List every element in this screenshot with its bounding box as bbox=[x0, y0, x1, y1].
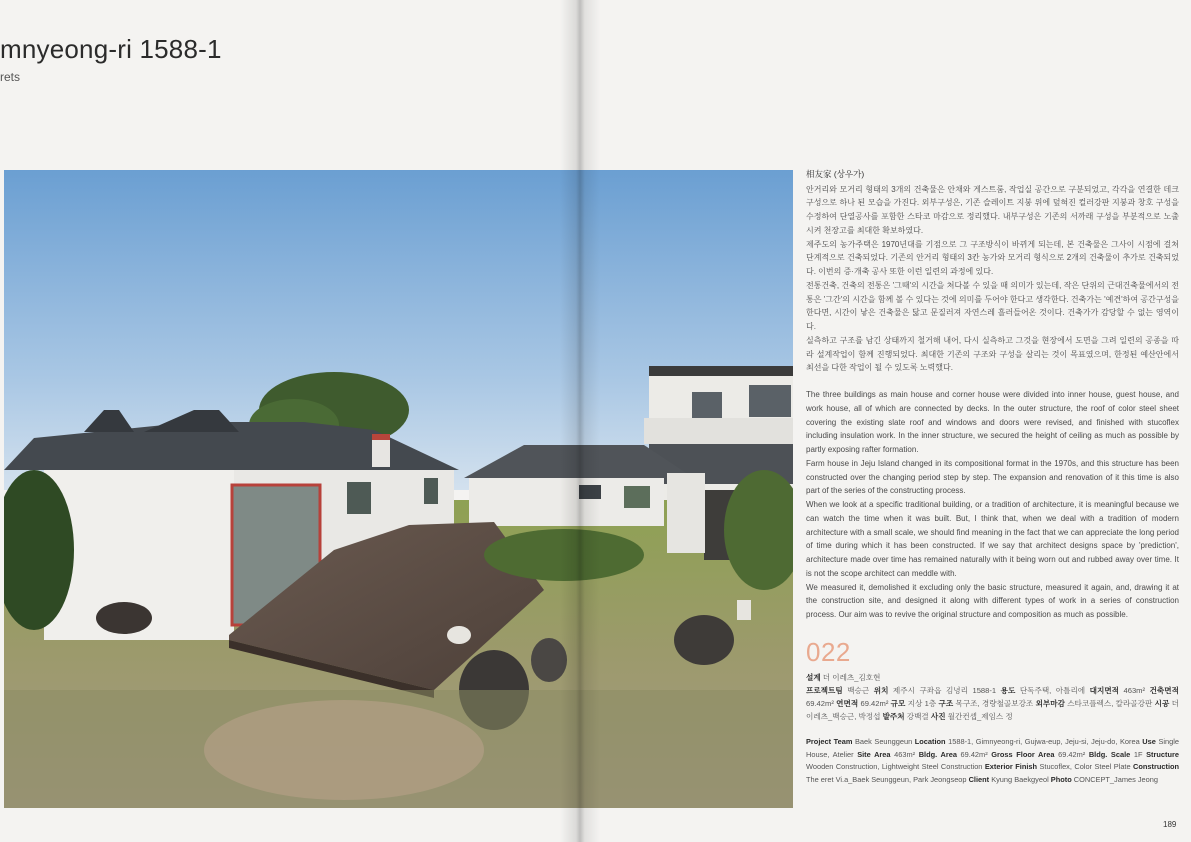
english-paragraph: We measured it, demolished it excluding only the basic structure, measured it again, and, drawing it at the construction site, and designed it along with different types of work in a series of construction process. Our aim was to revive the original structure and composition as much as possible. bbox=[806, 582, 1179, 620]
credit-label: 위치 bbox=[873, 686, 889, 696]
credit-label: Client bbox=[968, 774, 990, 784]
korean-paragraph: 제주도의 농가주택은 1970년대를 기점으로 그 구조방식이 바뀌게 되는데, 본 건축물은 그사이 시점에 걸쳐 단계적으로 건축되었다. 기존의 안거리 형태의 3칸 농가와 모거리 형식으로 2개의 건축물이 추가로 건축되었다. 이번의 증·개축 공사 또한 이런 일련의 과정에 있다. bbox=[806, 239, 1179, 277]
credit-label: 구조 bbox=[938, 699, 954, 709]
page-subtitle: rets bbox=[0, 70, 21, 84]
credit-label: Site Area bbox=[857, 749, 891, 759]
credits-korean bbox=[806, 672, 1179, 724]
credit-value: 월간컨셉_제임스 정 bbox=[947, 712, 1013, 722]
credit-value: 69.42m² bbox=[860, 699, 889, 709]
credit-value: 백승근 bbox=[847, 686, 870, 696]
credit-value: Kyung Baekgyeol bbox=[991, 774, 1049, 784]
credit-value: 더 이레츠_백승근, 박정섭 bbox=[806, 699, 1179, 722]
background-building-roof bbox=[649, 366, 793, 376]
credit-label: Bldg. Scale bbox=[1088, 749, 1131, 759]
window bbox=[424, 478, 438, 504]
korean-paragraph: 전통건축, 건축의 전통은 '그때'의 시간을 쳐다볼 수 있을 때 의미가 있는데, 작은 단위의 근대건축물에서의 전통은 '그간'의 시간을 함께 볼 수 있다는 것에 의미를 두어야 한다고 생각한다. 건축가는 '예견'하여 공간구성을 한다면, 시간이 낳은 건축물은 닳고 문질러져 자연스레 흘러들어온 것이다. 건축가가 감당할 수 없는 영역이다. bbox=[806, 280, 1179, 332]
credit-label: 설계 bbox=[806, 673, 821, 683]
flower-pot bbox=[447, 626, 471, 644]
credit-value: 강백결 bbox=[906, 712, 929, 722]
english-text-block bbox=[806, 388, 1179, 622]
middle-house-window bbox=[579, 485, 601, 499]
credit-value: Baek Seunggeun bbox=[854, 737, 913, 747]
flower-pot bbox=[737, 600, 751, 620]
page-number: 189 bbox=[1163, 820, 1177, 829]
credit-value: 69.42m² bbox=[806, 699, 834, 709]
credit-value: Stucoflex, Color Steel Plate bbox=[1039, 762, 1131, 772]
credit-value: 스타코플렉스, 칼라골강판 bbox=[1067, 699, 1153, 709]
garden-shrub bbox=[484, 529, 644, 581]
credit-value: Wooden Construction, Lightweight Steel Construction bbox=[806, 762, 983, 772]
credit-label: 프로젝트팀 bbox=[806, 686, 843, 696]
credit-label: Project Team bbox=[806, 737, 853, 747]
project-number: 022 bbox=[806, 636, 851, 667]
korean-paragraph: 안거리와 모거리 형태의 3개의 건축물은 안채와 게스트룸, 작업실 공간으로 구분되었고, 각각을 연결한 데크 구성으로 하나 된 모습을 가진다. 외부구성은, 기존 슬레이트 지붕 위에 덮혀진 컬러강판 지붕과 창호 구성을 수정하여 단열공사를 포함한 스타코 마감으로 정리했다. 내부구성은 기존의 서까래 구성을 부분적으로 노출시켜 천장고를 최대한 확보하였다. bbox=[806, 184, 1179, 235]
credit-label: 발주처 bbox=[882, 712, 905, 722]
background-building-window bbox=[692, 392, 722, 418]
credit-value: 463m² bbox=[1123, 686, 1146, 696]
english-paragraph: When we look at a specific traditional building, or a tradition of architecture, it is meaningful because we can watch the time when it was built. But, I think that, when we deal with a tradition of modern architecture with a small scale, we should find meaning in the fact that we can appreciate the long period of time during which it has been constructed. If we say that architect designs space by 'prediction', architecture made over time has remained naturally with it being worn out and rubbed away over time. It is not the scope architect can meddle with. bbox=[806, 500, 1179, 578]
credit-value: Single House, Atelier bbox=[806, 737, 1179, 759]
credit-value: 1F bbox=[1133, 749, 1143, 759]
dirt-path bbox=[204, 700, 484, 800]
basalt-rock bbox=[531, 638, 567, 682]
credit-label: Structure bbox=[1146, 749, 1179, 759]
middle-house-window bbox=[624, 486, 650, 508]
credit-label: 대지면적 bbox=[1089, 686, 1119, 696]
credit-label: Use bbox=[1142, 737, 1156, 747]
english-paragraph: The three buildings as main house and corner house were divided into inner house, guest house, and work house, all of which are connected by decks. In the outer structure, the roof of color steel sheet covering the existing slate roof and windows and doors were revised, and finished with stucoflex including insulation work. In the inner structure, we secured the height of ceiling as much as possible by partly exposing rafter formation. bbox=[806, 390, 1179, 455]
credit-label: Location bbox=[914, 737, 946, 747]
basalt-rock bbox=[674, 615, 734, 665]
gate-pillar bbox=[667, 473, 705, 553]
credit-value: 목구조, 경량철골보강조 bbox=[955, 699, 1034, 709]
credit-label: 건축면적 bbox=[1149, 686, 1179, 696]
credit-label: Photo bbox=[1050, 774, 1072, 784]
credit-value: 지상 1층 bbox=[907, 699, 937, 709]
credit-value: CONCEPT_James Jeong bbox=[1073, 774, 1158, 784]
credit-label: 사진 bbox=[930, 712, 946, 722]
credit-value: 1588-1, Gimnyeong-ri, Gujwa-eup, Jeju-si, Jeju-do, Korea bbox=[948, 737, 1140, 747]
credit-value: 더 이레츠_김호현 bbox=[822, 673, 881, 683]
credit-label: Bldg. Area bbox=[918, 749, 957, 759]
background-building-balcony bbox=[644, 418, 793, 444]
page-title: mnyeong-ri 1588-1 bbox=[0, 34, 222, 64]
window bbox=[347, 482, 371, 514]
house-photograph bbox=[4, 170, 793, 808]
credit-value: 69.42m² bbox=[960, 749, 988, 759]
article-text-column bbox=[806, 167, 1179, 786]
main-house-chimney-cap bbox=[372, 434, 390, 440]
credit-value: The eret Vi.a_Baek Seunggeun, Park Jeongseop bbox=[806, 774, 967, 784]
credit-label: 용도 bbox=[1000, 686, 1016, 696]
basalt-rock bbox=[96, 602, 152, 634]
credit-label: 시공 bbox=[1154, 699, 1170, 709]
credit-value: 69.42m² bbox=[1058, 749, 1086, 759]
credits-english bbox=[806, 736, 1179, 786]
credit-label: Construction bbox=[1133, 762, 1180, 772]
credit-label: Exterior Finish bbox=[984, 762, 1038, 772]
credit-label: 연면적 bbox=[836, 699, 859, 709]
credit-label: 외부마감 bbox=[1035, 699, 1065, 709]
credit-value: 제주시 구좌읍 김녕리 1588-1 bbox=[892, 686, 997, 696]
korean-paragraph: 실측하고 구조를 남긴 상태까지 철거해 내어, 다시 실측하고 그것을 현장에서 도면을 그려 일련의 공종을 따라 설계작업이 함께 진행되었다. 최대한 기존의 구조와 구성을 살리는 것이 목표였으며, 한정된 예산안에서 최선을 다한 작업이 될 수 있도록 노력했다. bbox=[806, 335, 1179, 373]
main-house-chimney bbox=[372, 437, 390, 467]
english-paragraph: Farm house in Jeju Island changed in its compositional format in the 1970s, and this structure has been constructed over the changing period step by step. The expansion and renovation of it this time is also part of the series of the constructing process. bbox=[806, 458, 1179, 496]
credit-label: 규모 bbox=[890, 699, 906, 709]
credit-label: Gross Floor Area bbox=[991, 749, 1055, 759]
credit-value: 463m² bbox=[894, 749, 916, 759]
credit-value: 단독주택, 아틀리에 bbox=[1019, 686, 1086, 696]
korean-heading: 相友家 (상우가) bbox=[806, 169, 865, 179]
background-building-window bbox=[749, 385, 791, 417]
